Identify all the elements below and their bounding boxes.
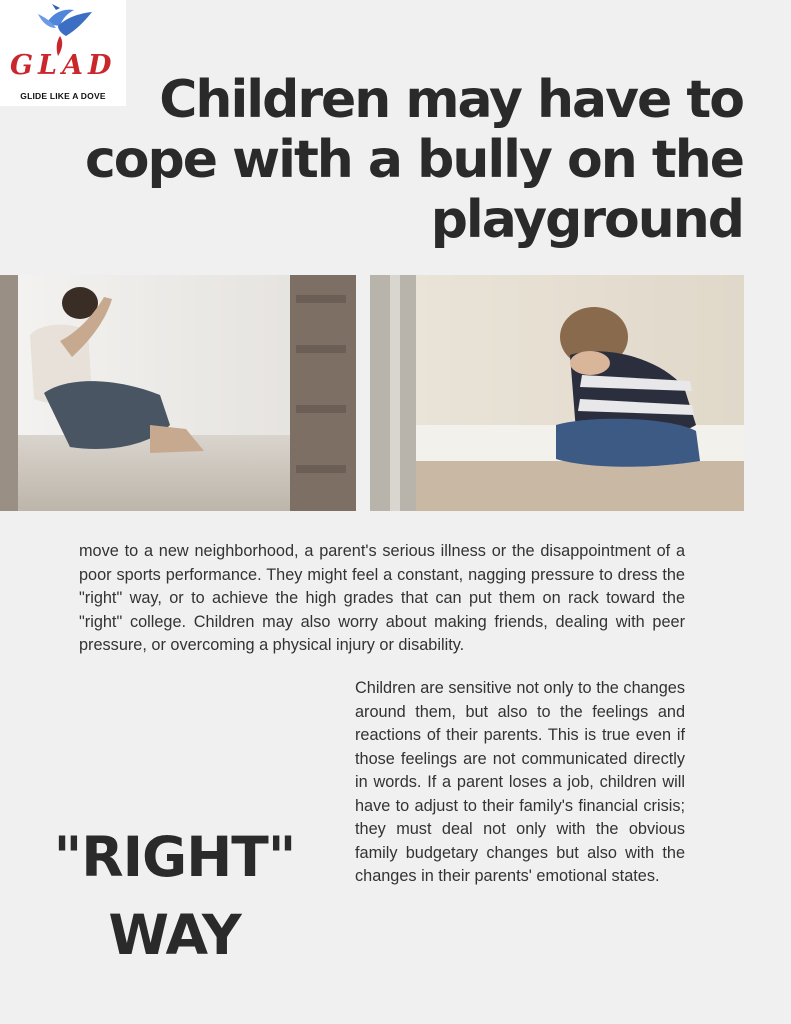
teen-distress-photo (0, 275, 356, 511)
page-title: Children may have to cope with a bully on the playground (84, 70, 743, 250)
heading-line-2: WAY (108, 903, 241, 967)
heading-line-1: "RIGHT" (53, 825, 296, 889)
body-paragraph: Children are sensitive not only to the changes around them, but also to the feelings and reactions of their parents. This is true even if those feelings are not communicated directly in words. If a parent loses a job, children will have to adjust to their family's financial crisis; they must deal not only with the obvious family budgetary changes but also with the changes in their parents' emotional states. (355, 679, 685, 885)
intro-paragraph: move to a new neighborhood, a parent's serious illness or the disappointment of a poor sports performance. They might feel a constant, nagging pressure to dress the "right" way, or to achieve the high grades that can put them on rack toward the "right" college. Children may also worry about making friends, dealing with peer pressure, or overcoming a physical injury or disability. (79, 542, 685, 654)
logo-tagline: GLIDE LIKE A DOVE (20, 91, 106, 101)
child-distress-photo (370, 275, 744, 511)
logo-wordmark: GLAD (10, 50, 117, 81)
right-way-heading (42, 818, 307, 974)
